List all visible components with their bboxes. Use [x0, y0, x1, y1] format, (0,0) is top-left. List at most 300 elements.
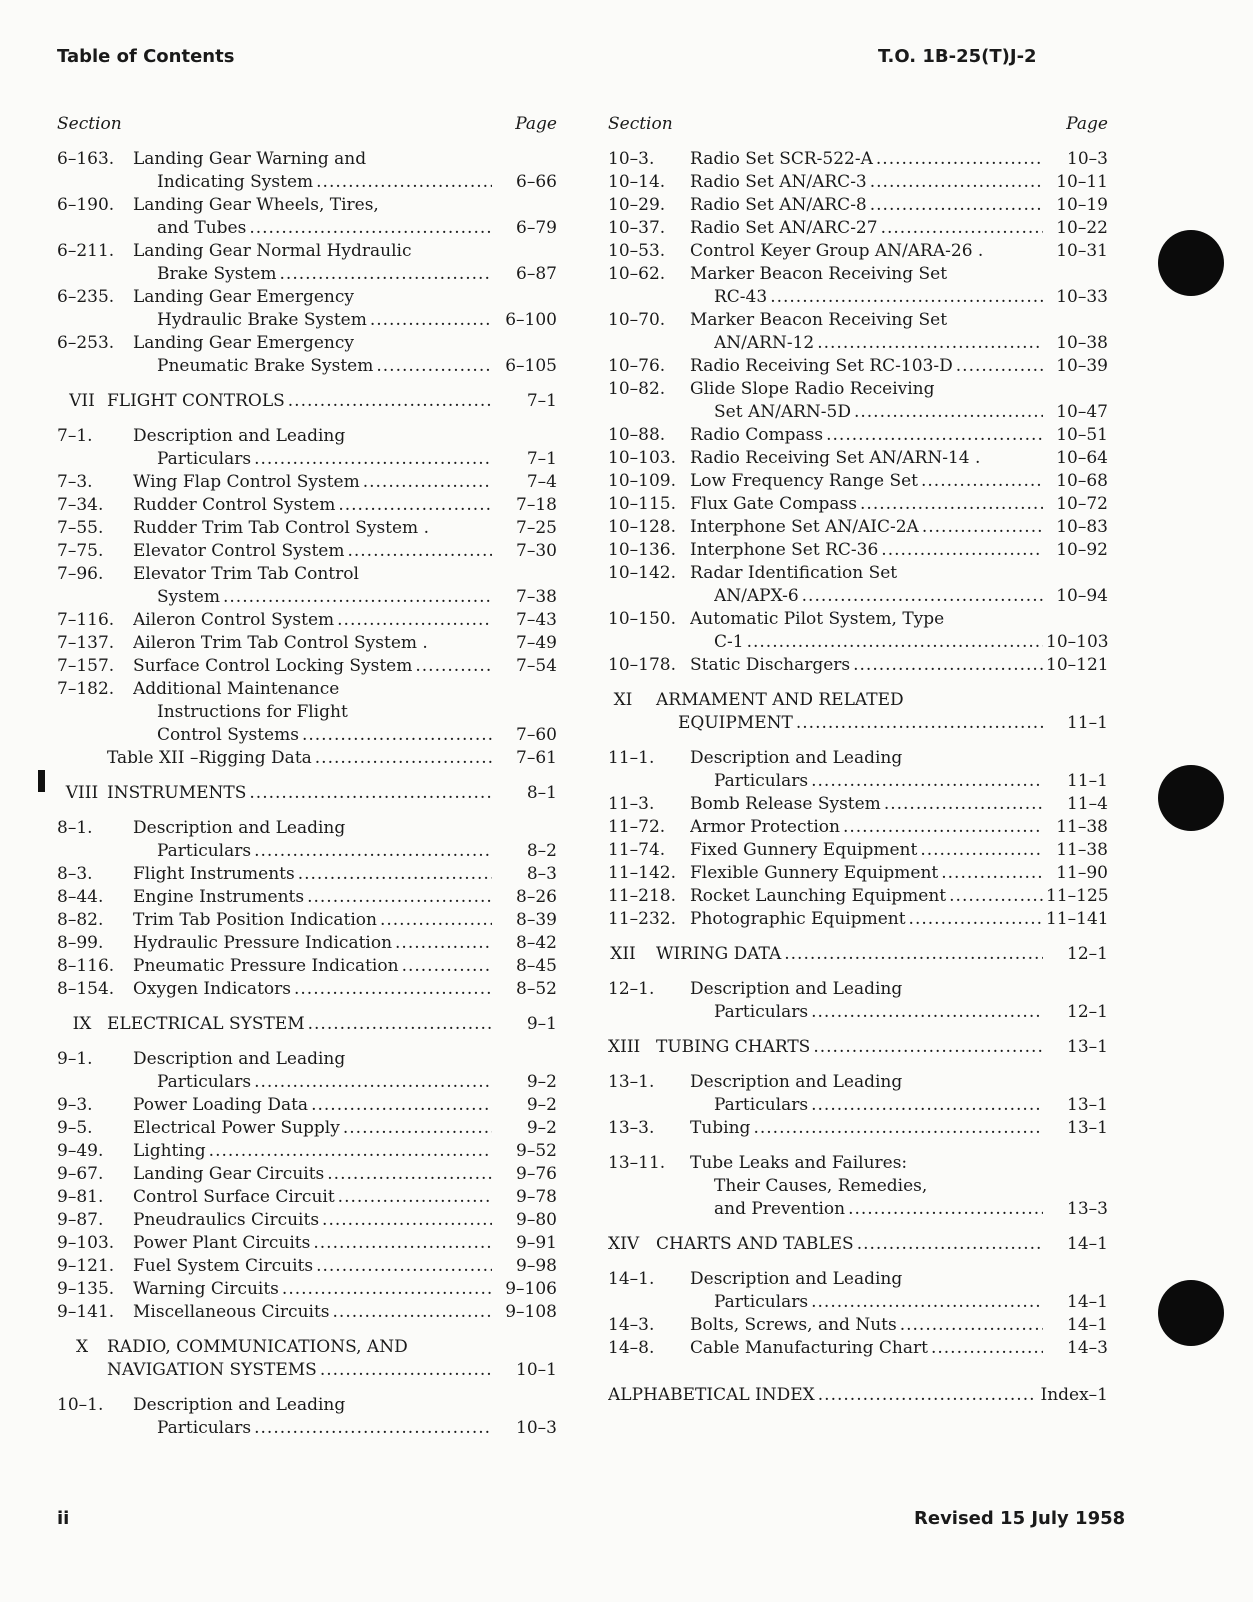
toc-entry-number: 14–1.	[608, 1269, 655, 1289]
leader-dots	[415, 655, 492, 678]
toc-entry-title-wrap	[133, 817, 495, 840]
toc-page-number: 9–91	[516, 1233, 557, 1253]
toc-spacer	[57, 1382, 557, 1394]
toc-page-number: 8–45	[516, 956, 557, 976]
toc-entry-row	[57, 540, 557, 563]
toc-entry-title-wrap	[714, 770, 1046, 793]
toc-page-number: 10–19	[1056, 195, 1108, 215]
toc-entry-title: RC-43	[714, 287, 768, 307]
toc-entry-number: XIV	[608, 1234, 640, 1254]
toc-entry-number: 6–235.	[57, 287, 115, 307]
toc-entry-number: 8–1.	[57, 818, 93, 838]
toc-entry-title: Pneumatic Pressure Indication	[133, 956, 399, 976]
toc-page-number: 7–54	[516, 656, 557, 676]
header-left: Table of Contents	[57, 46, 235, 67]
toc-page-number: 10–3	[516, 1418, 557, 1438]
toc-page-number: 9–76	[516, 1164, 557, 1184]
toc-entry-row	[608, 194, 1108, 217]
toc-entry-title: Rudder Control System	[133, 495, 336, 515]
toc-entry-title-wrap	[157, 1417, 495, 1440]
toc-entry-title-wrap	[714, 1291, 1046, 1314]
toc-page-number: 14–1	[1067, 1292, 1108, 1312]
toc-entry-number: 10–178.	[608, 655, 676, 675]
toc-entry-title-wrap	[133, 148, 495, 171]
toc-entry-title: Landing Gear Emergency	[133, 333, 354, 353]
toc-entry-row	[608, 1337, 1108, 1360]
toc-entry-number: XIII	[608, 1037, 641, 1057]
toc-spacer	[608, 735, 1108, 747]
toc-page-number: 7–61	[516, 748, 557, 768]
leader-dots	[395, 932, 492, 955]
toc-entry-row	[57, 517, 557, 540]
toc-entry-title: Engine Instruments	[133, 887, 305, 907]
toc-entry-title-wrap	[133, 1278, 495, 1301]
toc-page-number: 8–2	[526, 841, 557, 861]
toc-entry-row	[57, 886, 557, 909]
toc-entry-title-wrap	[714, 1198, 1046, 1221]
toc-entry-row	[57, 1186, 557, 1209]
toc-entry-row	[57, 355, 557, 378]
toc-section-row	[57, 1336, 557, 1359]
toc-entry-row	[608, 770, 1108, 793]
toc-entry-row	[57, 632, 557, 655]
leader-dots	[900, 1314, 1043, 1337]
toc-entry-row	[57, 1094, 557, 1117]
toc-entry-row	[608, 1268, 1108, 1291]
toc-entry-row	[608, 171, 1108, 194]
toc-page-number: 10–92	[1056, 540, 1108, 560]
toc-entry-number: 9–1.	[57, 1049, 93, 1069]
toc-spacer	[608, 1221, 1108, 1233]
leader-dots	[909, 908, 1043, 931]
toc-entry-title: Cable Manufacturing Chart	[690, 1338, 928, 1358]
leader-dots	[249, 782, 492, 805]
toc-entry-title: Particulars	[714, 1292, 809, 1312]
toc-entry-title-wrap	[133, 1301, 495, 1324]
leader-dots	[941, 862, 1043, 885]
leader-dots	[316, 1255, 492, 1278]
leader-dots	[307, 886, 492, 909]
toc-entry-title: Description and Leading	[690, 1269, 903, 1289]
toc-entry-title-wrap	[690, 194, 1046, 217]
toc-entry-title: Description and Leading	[133, 1395, 346, 1415]
toc-entry-title-wrap	[714, 585, 1046, 608]
leader-dots	[843, 816, 1043, 839]
leader-dots	[370, 309, 492, 332]
toc-entry-title-wrap	[133, 1140, 495, 1163]
binder-hole	[1158, 1280, 1224, 1346]
toc-entry-number: X	[75, 1337, 89, 1357]
toc-entry-title-wrap	[690, 493, 1046, 516]
toc-entry-title: Indicating System	[157, 172, 314, 192]
toc-entry-row	[608, 470, 1108, 493]
toc-entry-title: Surface Control Locking System	[133, 656, 413, 676]
toc-page-number: 9–1	[526, 1014, 557, 1034]
leader-dots	[316, 171, 492, 194]
toc-entry-title: Radio Receiving Set RC-103-D	[690, 356, 953, 376]
toc-entry-row	[57, 286, 557, 309]
toc-entry-row	[608, 712, 1108, 735]
toc-entry-number: 9–141.	[57, 1302, 115, 1322]
toc-entry-title-wrap	[690, 516, 1046, 539]
toc-page-number: Index–1	[1040, 1385, 1108, 1405]
toc-entry-number: XII	[610, 944, 636, 964]
toc-page-number: 10–31	[1056, 241, 1108, 261]
toc-entry-title: Landing Gear Circuits	[133, 1164, 325, 1184]
leader-dots	[402, 955, 492, 978]
toc-entry-number: 9–121.	[57, 1256, 115, 1276]
leader-dots	[881, 217, 1043, 240]
toc-entry-title: Radio Receiving Set AN/ARN-14 .	[690, 448, 981, 468]
toc-entry-title-wrap	[133, 1209, 495, 1232]
toc-entry-title: Power Loading Data	[133, 1095, 309, 1115]
toc-entry-title-wrap	[133, 1186, 495, 1209]
toc-entry-title: Trim Tab Position Indication	[133, 910, 377, 930]
toc-entry-title-wrap	[690, 978, 1046, 1001]
toc-entry-title: Miscellaneous Circuits	[133, 1302, 330, 1322]
leader-dots	[853, 654, 1043, 677]
toc-entry-row	[608, 793, 1108, 816]
toc-entry-row	[57, 217, 557, 240]
leader-dots	[870, 171, 1043, 194]
toc-entry-title: Tubing	[690, 1118, 751, 1138]
toc-entry-row	[57, 309, 557, 332]
toc-entry-number: 7–182.	[57, 679, 115, 699]
toc-spacer	[608, 931, 1108, 943]
toc-page-number: 10–64	[1056, 448, 1108, 468]
toc-entry-title-wrap	[690, 309, 1046, 332]
toc-entry-title: Particulars	[714, 1002, 809, 1022]
toc-page-number: 10–103	[1046, 632, 1109, 652]
toc-entry-title-wrap	[714, 1175, 1046, 1198]
toc-page-number: 9–52	[516, 1141, 557, 1161]
toc-spacer	[608, 1024, 1108, 1036]
toc-entry-title-wrap	[133, 1255, 495, 1278]
toc-entry-title: Aileron Control System	[133, 610, 335, 630]
toc-entry-title-wrap	[133, 540, 495, 563]
toc-entry-title-wrap	[133, 1117, 495, 1140]
toc-entry-title-wrap	[133, 909, 495, 932]
toc-page-number: 13–3	[1067, 1199, 1108, 1219]
toc-page-number: 8–52	[516, 979, 557, 999]
leader-dots	[294, 978, 492, 1001]
toc-entry-number: 9–5.	[57, 1118, 93, 1138]
toc-entry-title: Glide Slope Radio Receiving	[690, 379, 935, 399]
toc-entry-title-wrap	[690, 747, 1046, 770]
toc-entry-row	[608, 562, 1108, 585]
toc-entry-number: 7–116.	[57, 610, 115, 630]
toc-page-number: 7–4	[526, 472, 557, 492]
toc-entry-title-wrap	[133, 1163, 495, 1186]
leader-dots	[209, 1140, 492, 1163]
toc-page-number: 10–22	[1056, 218, 1108, 238]
toc-entry-row	[57, 425, 557, 448]
toc-entry-row	[57, 494, 557, 517]
toc-entry-number: 10–53.	[608, 241, 666, 261]
toc-entry-title-wrap	[157, 1071, 495, 1094]
leader-dots	[881, 539, 1043, 562]
toc-spacer	[608, 966, 1108, 978]
toc-entry-row	[57, 1359, 557, 1382]
toc-entry-title-wrap	[133, 240, 495, 263]
leader-dots	[249, 217, 492, 240]
toc-entry-title: Description and Leading	[133, 818, 346, 838]
column-heading	[608, 114, 1108, 138]
toc-entry-title-wrap	[690, 562, 1046, 585]
toc-entry-row	[608, 978, 1108, 1001]
toc-entry-number: VII	[69, 391, 95, 411]
toc-entry-number: 10–115.	[608, 494, 676, 514]
toc-page-number: 10–1	[516, 1360, 557, 1380]
leader-dots	[363, 471, 492, 494]
toc-entry-row	[57, 471, 557, 494]
toc-entry-title: WIRING DATA	[656, 944, 782, 964]
leader-dots	[811, 770, 1043, 793]
toc-entry-number: 8–116.	[57, 956, 115, 976]
toc-page-number: 9–98	[516, 1256, 557, 1276]
leader-dots	[280, 263, 492, 286]
toc-page-number: 6–87	[516, 264, 557, 284]
toc-entry-number: 9–87.	[57, 1210, 104, 1230]
toc-entry-row	[57, 1394, 557, 1417]
toc-entry-number: 6–163.	[57, 149, 115, 169]
toc-entry-number: 7–75.	[57, 541, 104, 561]
toc-entry-number: 13–3.	[608, 1118, 655, 1138]
toc-entry-row	[608, 1314, 1108, 1337]
toc-entry-number: 11–74.	[608, 840, 666, 860]
toc-page-number: 14–3	[1067, 1338, 1108, 1358]
toc-entry-number: 11–142.	[608, 863, 676, 883]
toc-entry-title-wrap	[690, 355, 1046, 378]
toc-page-number: 13–1	[1067, 1037, 1108, 1057]
leader-dots	[811, 1001, 1043, 1024]
toc-entry-title-wrap	[133, 286, 495, 309]
toc-entry-title-wrap	[690, 424, 1046, 447]
toc-entry-row	[57, 586, 557, 609]
toc-entry-title: Landing Gear Warning and	[133, 149, 367, 169]
toc-entry-number: 11–232.	[608, 909, 676, 929]
section-heading: Section	[57, 114, 122, 134]
leader-dots	[922, 516, 1043, 539]
toc-spacer	[57, 413, 557, 425]
toc-page-number: 8–26	[516, 887, 557, 907]
toc-page-number: 6–79	[516, 218, 557, 238]
toc-entry-title-wrap	[690, 654, 1046, 677]
toc-page-number: 11–1	[1067, 713, 1108, 733]
toc-entry-title-wrap	[133, 494, 495, 517]
toc-entry-title-wrap	[690, 378, 1046, 401]
toc-entry-title: Particulars	[157, 841, 252, 861]
toc-entry-number: 11–72.	[608, 817, 666, 837]
toc-entry-title-wrap	[690, 1337, 1046, 1360]
toc-entry-title-wrap	[690, 1314, 1046, 1337]
leader-dots	[796, 712, 1043, 735]
toc-spacer	[57, 805, 557, 817]
leader-dots	[308, 1013, 492, 1036]
toc-entry-title: Particulars	[714, 771, 809, 791]
toc-entry-title-wrap	[157, 217, 495, 240]
toc-entry-title: RADIO, COMMUNICATIONS, AND	[107, 1337, 408, 1357]
toc-entry-title-wrap	[157, 701, 495, 724]
toc-page-number: 7–1	[526, 391, 557, 411]
toc-column-right	[608, 114, 1108, 1407]
leader-dots	[747, 631, 1043, 654]
toc-entry-row	[608, 378, 1108, 401]
toc-entry-number: 9–67.	[57, 1164, 104, 1184]
toc-entry-number: IX	[72, 1014, 92, 1034]
toc-page-number: 8–3	[526, 864, 557, 884]
toc-entry-title-wrap	[107, 1336, 495, 1359]
binder-hole	[1158, 765, 1224, 831]
toc-page-number: 14–1	[1067, 1234, 1108, 1254]
toc-entry-title: Hydraulic Pressure Indication	[133, 933, 393, 953]
toc-page-number: 7–25	[516, 518, 557, 538]
toc-entry-title-wrap	[690, 839, 1046, 862]
leader-dots	[223, 586, 492, 609]
toc-entry-row	[608, 862, 1108, 885]
toc-entry-row	[608, 424, 1108, 447]
toc-entry-title: TUBING CHARTS	[656, 1037, 811, 1057]
toc-entry-title: Radio Set AN/ARC-3	[690, 172, 867, 192]
leader-dots	[860, 493, 1043, 516]
toc-entry-number: 8–3.	[57, 864, 93, 884]
toc-entry-title-wrap	[608, 1384, 1036, 1407]
leader-dots	[254, 840, 492, 863]
toc-entry-title-wrap	[690, 240, 1046, 263]
toc-entry-number: 13–11.	[608, 1153, 666, 1173]
toc-entry-title-wrap	[714, 1094, 1046, 1117]
toc-entry-title-wrap	[690, 1071, 1046, 1094]
toc-entry-number: 7–137.	[57, 633, 115, 653]
toc-entry-title: and Tubes	[157, 218, 247, 238]
toc-page-number: 9–78	[516, 1187, 557, 1207]
toc-entry-title: Static Dischargers	[690, 655, 851, 675]
toc-entry-title: Radio Set AN/ARC-27	[690, 218, 878, 238]
leader-dots	[254, 448, 492, 471]
toc-entry-title: EQUIPMENT	[678, 713, 793, 733]
toc-entry-title: Instructions for Flight	[157, 702, 348, 722]
toc-entry-number: 8–44.	[57, 887, 104, 907]
toc-entry-title-wrap	[157, 724, 495, 747]
leader-dots	[347, 540, 492, 563]
toc-entry-row	[57, 1140, 557, 1163]
toc-entry-number: 10–14.	[608, 172, 666, 192]
toc-entry-number: 6–211.	[57, 241, 115, 261]
toc-entry-title-wrap	[133, 632, 495, 655]
leader-dots	[254, 1417, 492, 1440]
toc-entry-title-wrap	[690, 263, 1046, 286]
toc-page-number: 10–11	[1056, 172, 1108, 192]
toc-entry-title: Particulars	[157, 1418, 252, 1438]
leader-dots	[376, 355, 492, 378]
toc-entry-title-wrap	[690, 885, 1046, 908]
toc-entry-number: 7–157.	[57, 656, 115, 676]
toc-entry-number: 11–1.	[608, 748, 655, 768]
toc-entry-title-wrap	[133, 1048, 495, 1071]
toc-entry-row	[608, 585, 1108, 608]
leader-dots	[931, 1337, 1043, 1360]
toc-entry-number: 10–3.	[608, 149, 655, 169]
toc-page-number: 10–83	[1056, 517, 1108, 537]
toc-entry-row	[57, 1232, 557, 1255]
toc-entry-title: ALPHABETICAL INDEX	[608, 1385, 815, 1405]
toc-entry-number: 10–76.	[608, 356, 666, 376]
leader-dots	[802, 585, 1043, 608]
leader-dots	[811, 1094, 1043, 1117]
toc-entry-row	[608, 747, 1108, 770]
leader-dots	[311, 1094, 492, 1117]
toc-page-number: 7–49	[516, 633, 557, 653]
toc-entry-title: Description and Leading	[690, 979, 903, 999]
toc-entry-title: Rocket Launching Equipment	[690, 886, 947, 906]
toc-entry-row	[608, 240, 1108, 263]
toc-entry-number: 6–253.	[57, 333, 115, 353]
toc-entry-title-wrap	[133, 1394, 495, 1417]
toc-entry-title-wrap	[157, 171, 495, 194]
toc-entry-title-wrap	[133, 517, 495, 540]
toc-entry-title: Fixed Gunnery Equipment	[690, 840, 918, 860]
toc-entry-title-wrap	[133, 955, 495, 978]
toc-spacer	[57, 378, 557, 390]
toc-entry-row	[608, 631, 1108, 654]
toc-entry-title-wrap	[638, 1233, 1046, 1256]
toc-entry-row	[608, 309, 1108, 332]
toc-entry-title: Landing Gear Wheels, Tires,	[133, 195, 379, 215]
toc-page-number: 11–38	[1056, 840, 1108, 860]
toc-entry-title-wrap	[690, 470, 1046, 493]
toc-entry-row	[608, 516, 1108, 539]
toc-page-number: 8–42	[516, 933, 557, 953]
toc-entry-title: Landing Gear Normal Hydraulic	[133, 241, 412, 261]
toc-entry-row	[57, 840, 557, 863]
toc-entry-title-wrap	[157, 586, 495, 609]
toc-entry-row	[57, 563, 557, 586]
toc-entry-number: 10–136.	[608, 540, 676, 560]
toc-entry-title: Description and Leading	[133, 426, 346, 446]
toc-page-number: 10–68	[1056, 471, 1108, 491]
toc-entry-row	[57, 655, 557, 678]
toc-entry-row	[608, 1175, 1108, 1198]
toc-page-number: 14–1	[1067, 1315, 1108, 1335]
toc-entry-title-wrap	[133, 678, 495, 701]
toc-page-number: 11–90	[1056, 863, 1108, 883]
toc-entry-title-wrap	[133, 471, 495, 494]
toc-entry-number: 7–55.	[57, 518, 104, 538]
toc-spacer	[608, 677, 1108, 689]
toc-entry-title: Radar Identification Set	[690, 563, 898, 583]
leader-dots	[784, 943, 1043, 966]
toc-entry-row	[57, 240, 557, 263]
toc-page-number: 10–51	[1056, 425, 1108, 445]
toc-entry-row	[608, 1094, 1108, 1117]
toc-page-number: 7–43	[516, 610, 557, 630]
toc-page-number: 10–38	[1056, 333, 1108, 353]
toc-entry-title-wrap	[690, 1152, 1046, 1175]
toc-entry-title: Bolts, Screws, and Nuts	[690, 1315, 897, 1335]
toc-page-number: 13–1	[1067, 1118, 1108, 1138]
toc-spacer	[608, 1256, 1108, 1268]
toc-entry-title: Interphone Set AN/AIC-2A	[690, 517, 919, 537]
toc-entry-row	[608, 447, 1108, 470]
toc-entry-title: AN/APX-6	[714, 586, 799, 606]
toc-page-number: 7–60	[516, 725, 557, 745]
toc-spacer	[57, 1324, 557, 1336]
toc-entry-row	[57, 978, 557, 1001]
toc-entry-row	[57, 332, 557, 355]
toc-page-number: 10–47	[1056, 402, 1108, 422]
toc-entry-row	[57, 1048, 557, 1071]
leader-dots	[818, 1384, 1033, 1407]
